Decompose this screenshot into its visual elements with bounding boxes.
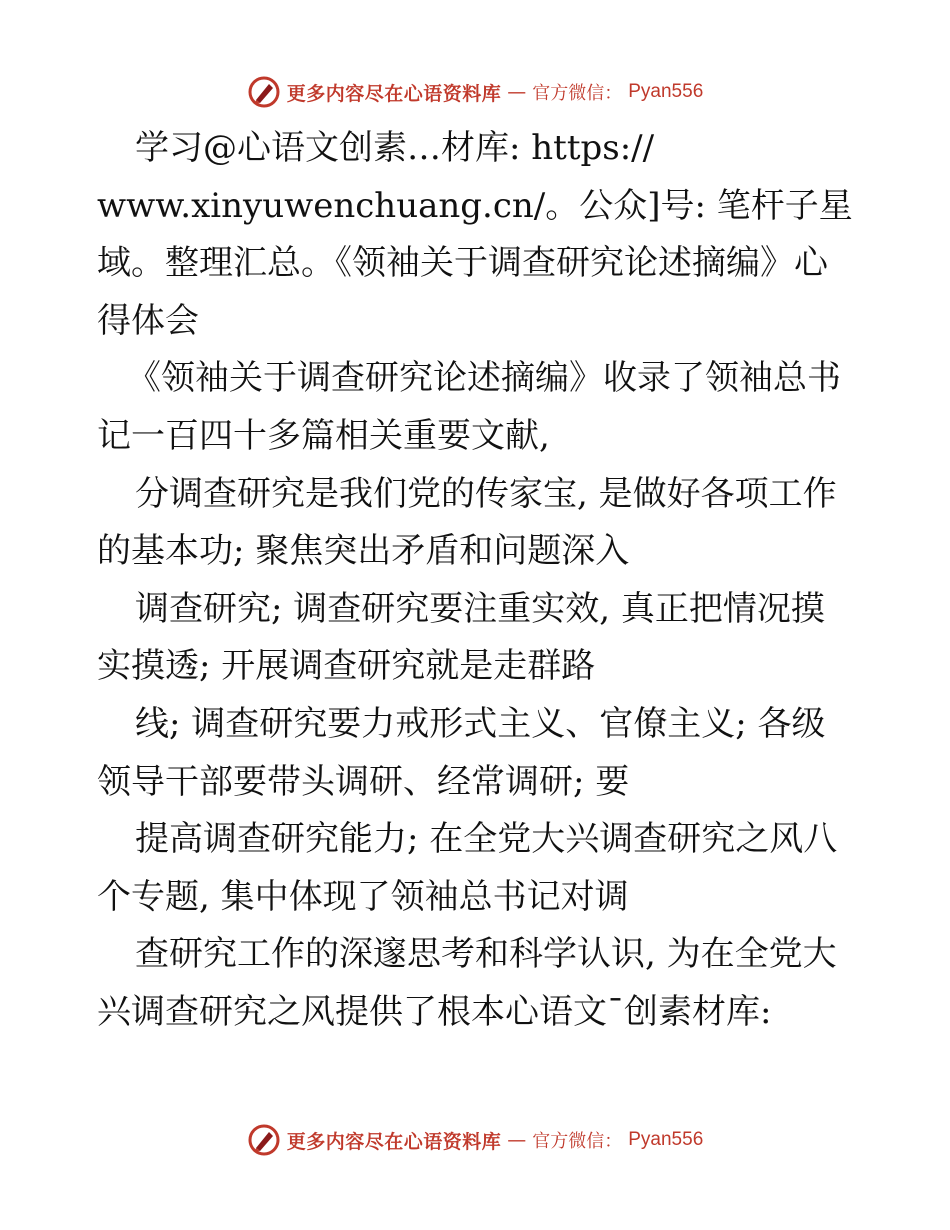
footer-banner-inner — [247, 1123, 704, 1157]
text-line: 查研究工作的深邃思考和科学认识, 为在全党大 — [135, 934, 837, 975]
banner-main-text: 更多内容尽在心语资料库 — [286, 1130, 502, 1153]
header-banner-inner — [247, 75, 704, 109]
banner-main-text: 更多内容尽在心语资料库 — [286, 82, 502, 105]
banner-separator: — — [507, 81, 527, 103]
text-line: 得体会 — [97, 300, 199, 341]
banner-wechat-id: Pyan556 — [628, 81, 704, 102]
text-line: 实摸透; 开展调查研究就是走群路 — [97, 646, 596, 687]
text-line: www.xinyuwenchuang.cn/。公众]号: 笔杆子星 — [97, 185, 853, 226]
banner-wechat-label: 官方微信： — [532, 83, 623, 104]
text-line: 调查研究; 调查研究要注重实效, 真正把情况摸 — [135, 588, 825, 629]
banner-separator: — — [507, 1129, 527, 1151]
text-line: 记一百四十多篇相关重要文献, — [97, 415, 550, 456]
text-line: 分调查研究是我们党的传家宝, 是做好各项工作 — [135, 473, 837, 514]
pen-logo-icon — [247, 1123, 281, 1157]
banner-wechat-label: 官方微信： — [532, 1131, 623, 1152]
text-line: 学习@心语文创素…材库: https:// — [135, 128, 655, 168]
banner-wechat-id: Pyan556 — [628, 1129, 704, 1150]
text-line: 《领袖关于调查研究论述摘编》收录了领袖总书 — [127, 358, 841, 399]
pen-logo-icon — [247, 75, 281, 109]
text-line: 兴调查研究之风提供了根本心语文¯创素材库: — [97, 991, 772, 1032]
header-watermark-banner — [0, 72, 950, 112]
text-line: 提高调查研究能力; 在全党大兴调查研究之风八 — [135, 819, 838, 860]
footer-watermark-banner — [0, 1120, 950, 1160]
text-line: 领导干部要带头调研、经常调研; 要 — [97, 761, 630, 802]
text-line: 线; 调查研究要力戒形式主义、官僚主义; 各级 — [135, 703, 826, 744]
text-line: 的基本功; 聚焦突出矛盾和问题深入 — [97, 531, 630, 572]
text-line: 个专题, 集中体现了领袖总书记对调 — [97, 876, 629, 917]
document-body — [97, 120, 857, 1042]
text-line: 域。整理汇总。《领袖关于调查研究论述摘编》心 — [97, 243, 828, 284]
